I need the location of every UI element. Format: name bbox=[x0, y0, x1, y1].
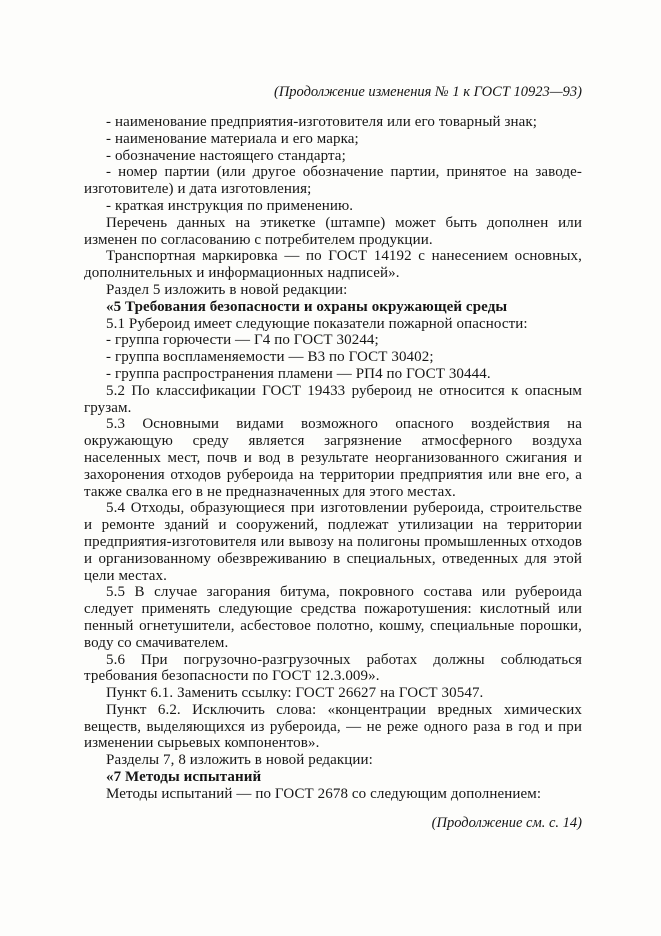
paragraph: 5.1 Рубероид имеет следующие показатели пожарной опасности: bbox=[106, 315, 528, 332]
paragraph: Транспортная маркировка — по ГОСТ 14192 с нанесением основных, дополнительных и информационных надписей». bbox=[84, 248, 582, 282]
list-item: - группа распространения пламени — РП4 по ГОСТ 30444. bbox=[106, 365, 491, 382]
list-item: - наименование материала и его марка; bbox=[106, 130, 359, 147]
list-item: - наименование предприятия-изготовителя или его товарный знак; bbox=[106, 114, 538, 130]
paragraph: 5.4 Отходы, образующиеся при изготовлении рубероида, строительстве и ремонте зданий и сооружений, подлежат утилизации на территории предприятия-изготовителя или вывозу на полигоны промышленных отходов и организованному обезвреживанию в специальных, отведенных для этой цели местах. bbox=[84, 500, 582, 584]
page-content bbox=[84, 84, 582, 832]
paragraph: Разделы 7, 8 изложить в новой редакции: bbox=[106, 752, 373, 769]
continuation-footer: (Продолжение см. с. 14) bbox=[431, 814, 582, 831]
paragraph: 5.6 При погрузочно-разгрузочных работах должны соблюдаться требования безопасности по ГОСТ 12.3.009». bbox=[84, 651, 582, 685]
paragraph: 5.2 По классификации ГОСТ 19433 рубероид не относится к опасным грузам. bbox=[84, 382, 582, 416]
list-item: - краткая инструкция по применению. bbox=[106, 197, 354, 214]
paragraph: 5.5 В случае загорания битума, покровного состава или рубероида следует применять следующие средства пожаротушения: кислотный или пенный огнетушители, асбестовое полотно, кошму, специальные порошки, воду со смачивателем. bbox=[84, 584, 582, 651]
paragraph: Методы испытаний — по ГОСТ 2678 со следующим дополнением: bbox=[106, 785, 542, 802]
paragraph: Раздел 5 изложить в новой редакции: bbox=[106, 281, 348, 298]
list-item: - группа воспламеняемости — В3 по ГОСТ 30402; bbox=[106, 349, 434, 366]
list-item: - номер партии (или другое обозначение партии, принятое на заводе-изготовителе) и дата изготовления; bbox=[84, 164, 582, 198]
continuation-header: (Продолжение изменения № 1 к ГОСТ 10923—93) bbox=[273, 84, 582, 100]
section-heading-7: «7 Методы испытаний bbox=[106, 769, 262, 786]
paragraph: 5.3 Основными видами возможного опасного воздействия на окружающую среду является загрязнение атмосферного воздуха населенных мест, почв и вод в результате неорганизованного сжигания и захоронения отходов рубероида на территории предприятия или вне его, а также свалка его в не предназначенных для этого местах. bbox=[84, 416, 582, 500]
list-item: - обозначение настоящего стандарта; bbox=[106, 147, 346, 164]
section-heading-5: «5 Требования безопасности и охраны окружающей среды bbox=[106, 298, 508, 315]
list-item: - группа горючести — Г4 по ГОСТ 30244; bbox=[106, 332, 379, 349]
paragraph: Пункт 6.1. Заменить ссылку: ГОСТ 26627 на ГОСТ 30547. bbox=[106, 685, 484, 702]
paragraph: Пункт 6.2. Исключить слова: «концентрации вредных химических веществ, выделяющихся из рубероида, — не реже одного раза в год и при изменении сырьевых компонентов». bbox=[84, 701, 582, 752]
paragraph: Перечень данных на этикетке (штампе) может быть дополнен или изменен по согласованию с потребителем продукции. bbox=[84, 214, 582, 248]
